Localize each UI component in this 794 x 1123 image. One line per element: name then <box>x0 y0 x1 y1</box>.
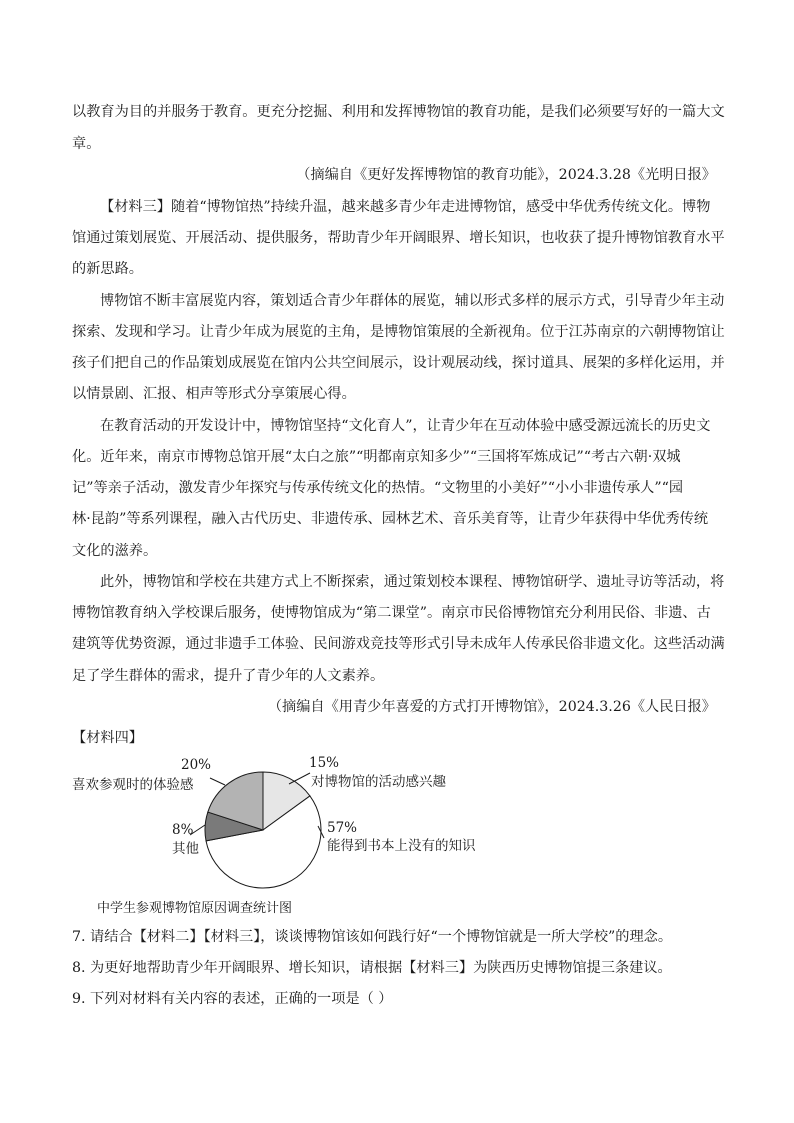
material3-p4-line-2: 博物馆教育纳入学校课后服务，使博物馆成为“第二课堂”。南京市民俗博物馆充分利用民俗、非遗、古 <box>72 605 711 621</box>
leader-line-activities <box>289 773 310 784</box>
pie-pct-other: 8% <box>172 822 194 838</box>
question-7: 7. 请结合【材料二】【材料三】，谈谈博物馆该如何践行好“一个博物馆就是一所大学校”的理念。 <box>72 929 673 945</box>
material3-p3-line-4: 林·昆韵”等系列课程，融入古代历史、非遗传承、园林艺术、音乐美育等，让青少年获得中华优秀传统 <box>72 511 709 527</box>
material2-line-1: 以教育为目的并服务于教育。更充分挖掘、利用和发挥博物馆的教育功能，是我们必须要写好的一篇大文 <box>72 104 725 120</box>
pie-label-other: 其他 <box>172 841 199 857</box>
pie-label-experience: 喜欢参观时的体验感 <box>72 777 194 793</box>
pie-label-knowledge: 能得到书本上没有的知识 <box>327 838 476 854</box>
material3-p2-line-3: 孩子们把自己的作品策划成展览在馆内公共空间展示，设计观展动线，探讨道具、展架的多样化运用，并 <box>72 355 725 371</box>
question-9: 9. 下列对材料有关内容的表述，正确的一项是（ ） <box>72 991 393 1007</box>
material3-p1-line-3: 的新思路。 <box>72 261 143 277</box>
pie-pct-knowledge: 57% <box>327 820 358 836</box>
material3-p2-line-1: 博物馆不断丰富展览内容，策划适合青少年群体的展览，辅以形式多样的展示方式，引导青少年主动 <box>100 293 725 309</box>
material3-p3-line-3: 记”等亲子活动，激发青少年探究与传承传统文化的热情。“文物里的小美好”“小小非遗传承人”“园 <box>72 480 684 496</box>
chart-title: 中学生参观博物馆原因调查统计图 <box>97 901 293 916</box>
leader-line-experience <box>210 778 225 785</box>
material3-p1-line-1: 【材料三】随着“博物馆热”持续升温，越来越多青少年走进博物馆，感受中华优秀传统文化。博物 <box>100 199 711 215</box>
pie-chart <box>0 740 794 920</box>
material2-line-2: 章。 <box>72 136 101 152</box>
source-citation-2: （摘编自《更好发挥博物馆的教育功能》，2024.3.28《光明日报》 <box>296 167 716 183</box>
material4-label: 【材料四】 <box>72 730 143 746</box>
material3-p4-line-3: 建筑等优势资源，通过非遗手工体验、民间游戏竞技等形式引导未成年人传承民俗非遗文化。这些活动满 <box>72 636 725 652</box>
material3-p2-line-2: 探索、发现和学习。让青少年成为展览的主角，是博物馆策展的全新视角。位于江苏南京的六朝博物馆让 <box>72 324 725 340</box>
material3-p1-line-2: 馆通过策划展览、开展活动、提供服务，帮助青少年开阔眼界、增长知识，也收获了提升博物馆教育水平 <box>72 230 725 246</box>
material3-p3-line-2: 化。近年来，南京市博物总馆开展“太白之旅”“明都南京知多少”“三国将军炼成记”“考古六朝·双城 <box>72 449 681 465</box>
pie-pct-activities: 15% <box>309 755 340 771</box>
source-citation-3: （摘编自《用青少年喜爱的方式打开博物馆》，2024.3.26《人民日报》 <box>267 699 716 715</box>
pie-label-activities: 对博物馆的活动感兴趣 <box>311 774 446 790</box>
question-8: 8. 为更好地帮助青少年开阔眼界、增长知识，请根据【材料三】为陕西历史博物馆提三条建议。 <box>72 960 672 976</box>
pie-pct-experience: 20% <box>181 757 212 773</box>
material3-p4-line-1: 此外，博物馆和学校在共建方式上不断探索，通过策划校本课程、博物馆研学、遗址寻访等活动，将 <box>100 574 725 590</box>
material3-p4-line-4: 足了学生群体的需求，提升了青少年的人文素养。 <box>72 668 385 684</box>
material3-p2-line-4: 以情景剧、汇报、相声等形式分享策展心得。 <box>72 386 356 402</box>
material3-p3-line-5: 文化的滋养。 <box>72 543 158 559</box>
material3-p3-line-1: 在教育活动的开发设计中，博物馆坚持“文化育人”，让青少年在互动体验中感受源远流长的历史文 <box>100 418 711 434</box>
